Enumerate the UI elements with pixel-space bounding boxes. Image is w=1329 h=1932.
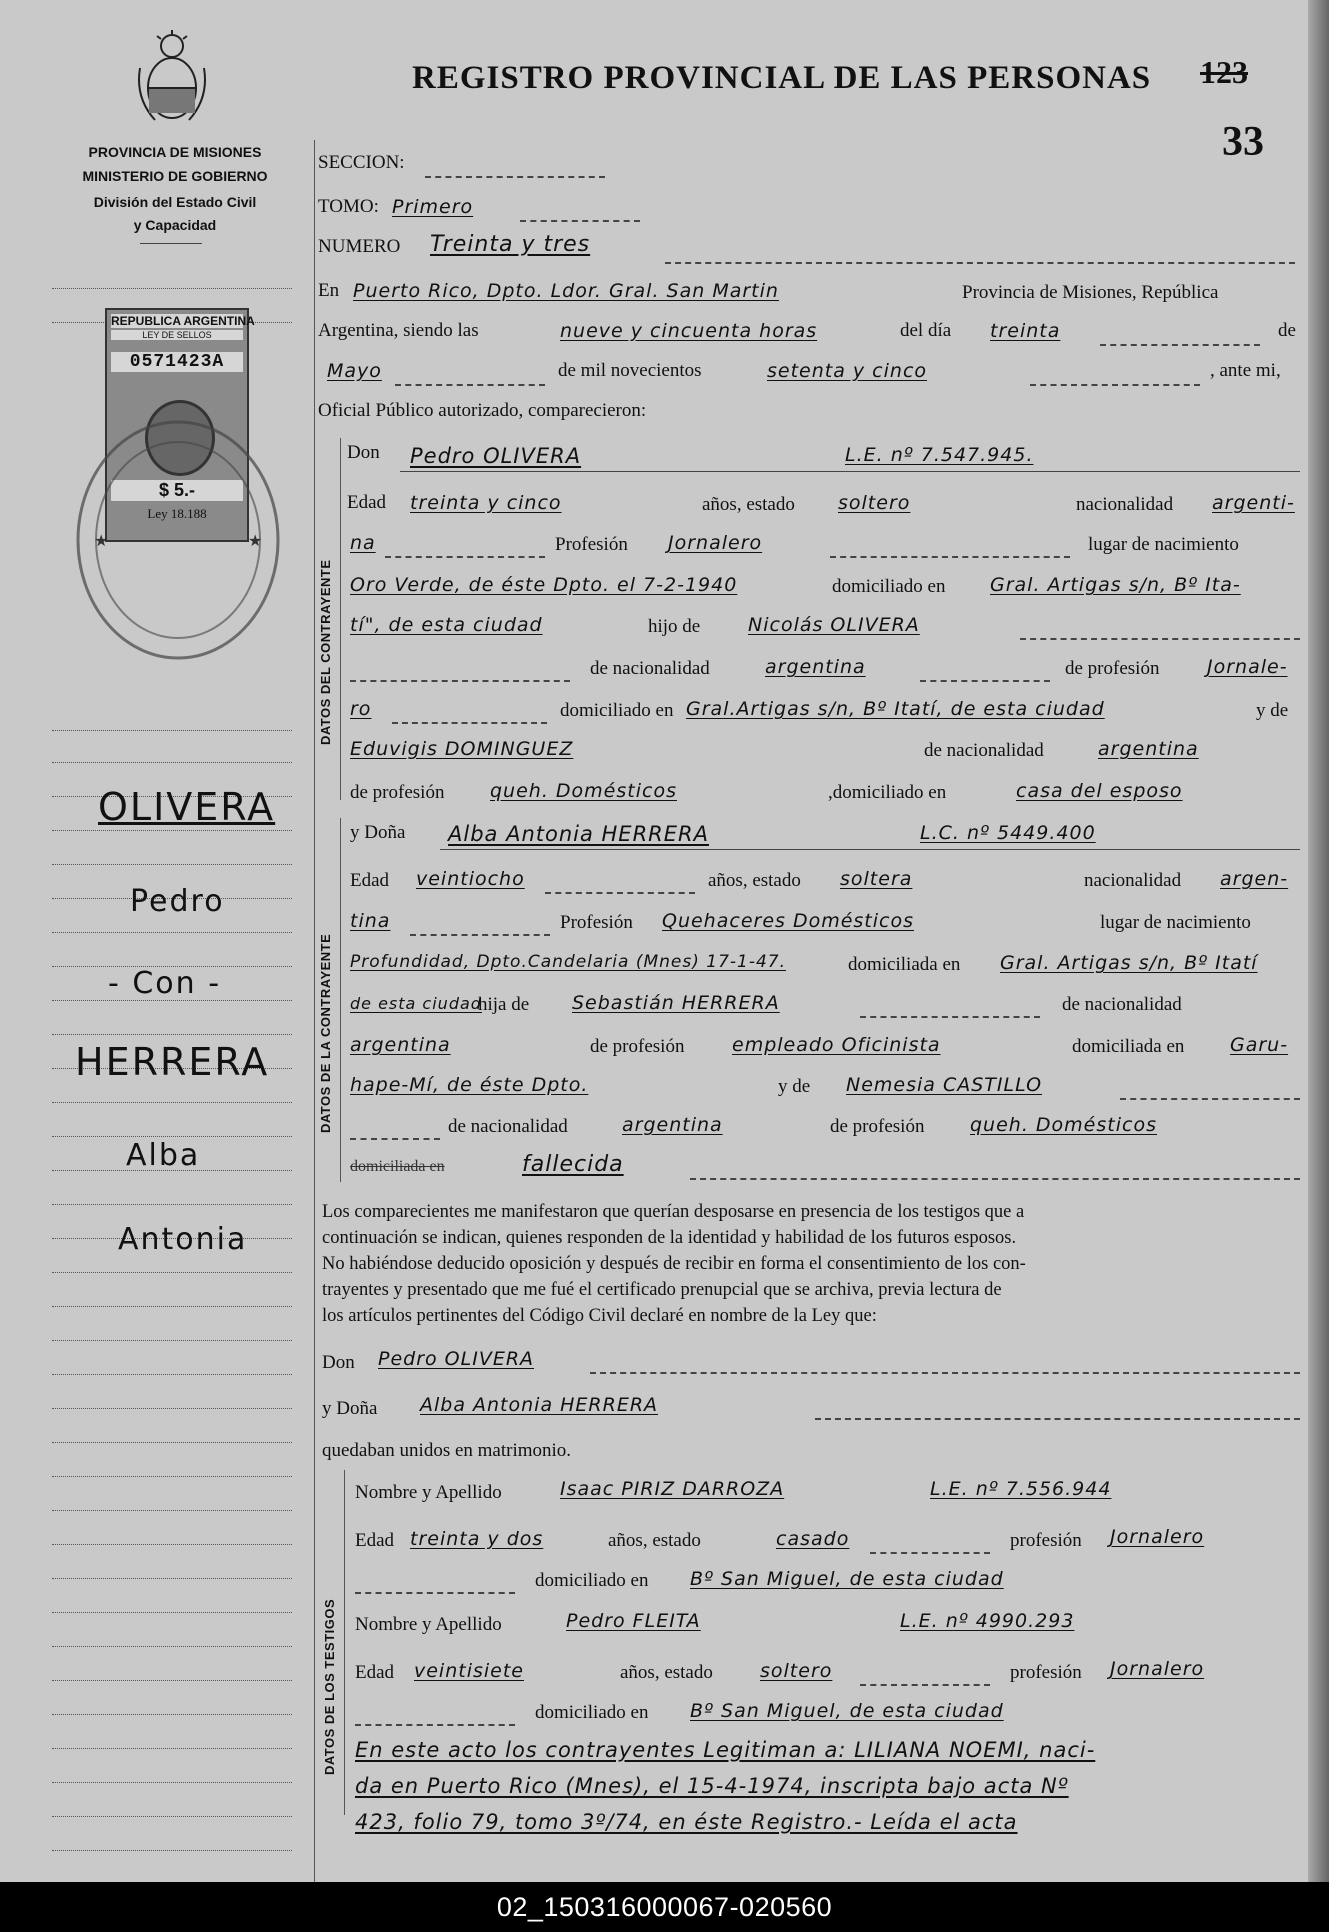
profesion-label-2: Profesión [560,912,633,933]
anios-estado-text: años, estado [702,494,795,515]
madre-nacionalidad-label: de nacionalidad [924,740,1044,761]
edad-label: Edad [347,492,387,513]
contrayenta-padre-prof: empleado Oficinista [732,1034,941,1056]
old-act-number: 123 [1200,54,1248,90]
y-de-text-2: y de [778,1076,811,1097]
hora-value: nueve y cincuenta horas [560,320,818,342]
hija-label: hija de [478,994,530,1015]
testigo2-domicilio: Bº San Miguel, de esta ciudad [690,1700,1004,1722]
contrayenta-padre-dom-b: hape-Mí, de éste Dpto. [350,1074,589,1096]
contrayenta-padre-dom-a: Garu- [1230,1034,1289,1056]
padre-profesion-label: de profesión [1065,658,1160,679]
lugar-label-2: lugar de nacimiento [1100,912,1251,933]
testigos-side-label: DATOS DE LOS TESTIGOS [322,1598,337,1775]
contrayenta-domicilio-b: de esta ciudad [350,994,482,1013]
anios-estado-text-2: años, estado [708,870,801,891]
coat-of-arms-icon [135,28,209,128]
domiciliado-label: domiciliado en [832,576,946,597]
t2-domiciliado-label: domiciliado en [535,1702,649,1723]
contrayente-madre: Eduvigis DOMINGUEZ [350,738,574,760]
madre-profesion: queh. Domésticos [490,780,677,802]
padre-domicilio: Gral.Artigas s/n, Bº Itatí, de esta ciudad [686,698,1105,720]
dona-label: y Doña [350,822,406,843]
contrayenta-nacionalidad-a: argen- [1220,868,1289,890]
dia-value: treinta [990,320,1061,342]
profesion-label: Profesión [555,534,628,555]
declaration-don-name: Pedro OLIVERA [378,1348,535,1370]
contrayente-nacionalidad-b: na [350,532,376,554]
page-edge [1308,0,1329,1882]
edad-label-2: Edad [350,870,390,891]
testigo2-doc: L.E. nº 4990.293 [900,1610,1075,1632]
t1-anios-estado: años, estado [608,1530,701,1551]
testigo1-profesion: Jornalero [1110,1526,1205,1548]
declaration-line-2: continuación se indican, quienes responden de la identidad y habilidad de los futuros esposos. [322,1228,1017,1248]
madre2-profesion-label: de profesión [830,1116,925,1137]
declaration-line-1: Los comparecientes me manifestaron que querían desposarse en presencia de los testigos que a [322,1202,1025,1222]
t2-profesion-label: profesión [1010,1662,1082,1683]
de-text: de [1278,320,1296,341]
contrayenta-madre-prof: queh. Domésticos [970,1114,1157,1136]
en-label: En [318,280,340,301]
oficial-text: Oficial Público autorizado, comparecieron: [318,400,647,421]
contrayenta-domicilio-a: Gral. Artigas s/n, Bº Itatí [1000,952,1258,974]
testigo2-name: Pedro FLEITA [566,1610,701,1632]
contrayenta-name: Alba Antonia HERRERA [448,822,709,846]
contrayente-lugar: Oro Verde, de éste Dpto. el 7-2-1940 [350,574,738,596]
testigo2-edad: veintisiete [414,1660,524,1682]
argentina-text: Argentina, siendo las [318,320,479,341]
contrayente-domicilio-b: tí", de esta ciudad [350,614,543,636]
anio-value: setenta y cinco [767,360,928,382]
padre-nacionalidad-label: de nacionalidad [590,658,710,679]
contrayenta-madre-fallecida: fallecida [522,1152,624,1177]
seccion-label: SECCION: [318,152,405,173]
don-label: Don [347,442,380,463]
declaration-line-3: No habiéndose deducido oposición y después de recibir en forma el consentimiento de los con- [322,1254,1026,1274]
legitimation-note-2: da en Puerto Rico (Mnes), el 15-4-1974, inscripta bajo acta Nº [355,1774,1069,1798]
madre-domicilio: casa del esposo [1016,780,1183,802]
testigo1-estado: casado [776,1528,850,1550]
official-seal-icon [68,390,288,670]
ministry-label: MINISTERIO DE GOBIERNO [82,168,268,184]
padre-nacionalidad: argentina [765,656,866,678]
t1-profesion-label: profesión [1010,1530,1082,1551]
contrayenta-lugar: Profundidad, Dpto.Candelaria (Mnes) 17-1-47. [350,952,787,972]
padre-profesion-a: Jornale- [1207,656,1288,678]
numero-label: NUMERO [318,236,401,257]
svg-text:★: ★ [94,533,109,550]
province-text: Provincia de Misiones, República [962,282,1219,303]
contrayente-name: Pedro OLIVERA [410,444,582,468]
hijo-label: hijo de [648,616,701,637]
declaration-dona-name: Alba Antonia HERRERA [420,1394,659,1416]
contrayenta-estado: soltera [840,868,913,890]
contrayente-profesion: Jornalero [668,532,763,554]
stamp-law: LEY DE SELLOS [111,330,243,340]
contrayente-side-label: DATOS DEL CONTRAYENTE [318,559,333,745]
margin-surname-1: OLIVERA [98,785,276,829]
t2-edad-label: Edad [355,1662,395,1683]
declaration-don-label: Don [322,1352,355,1373]
testigo1-doc: L.E. nº 7.556.944 [930,1478,1112,1500]
nacionalidad-label: nacionalidad [1076,494,1174,515]
madre-domicilio-label: ,domiciliado en [828,782,947,803]
contrayenta-padre-nac: argentina [350,1034,451,1056]
del-dia-text: del día [900,320,952,341]
stamp-country: REPUBLICA ARGENTINA [111,314,255,328]
scan-id-footer: 02_150316000067-020560 [0,1882,1329,1932]
contrayente-padre: Nicolás OLIVERA [748,614,920,636]
t1-edad-label: Edad [355,1530,395,1551]
testigo2-estado: soltero [760,1660,833,1682]
madre-profesion-label: de profesión [350,782,445,803]
tomo-value: Primero [392,196,474,218]
act-number: 33 [1222,119,1264,165]
numero-value: Treinta y tres [430,232,591,257]
t2-anios-estado: años, estado [620,1662,713,1683]
padre2-profesion-label: de profesión [590,1036,685,1057]
place-value: Puerto Rico, Dpto. Ldor. Gral. San Martin [353,280,779,302]
capacity-label: y Capacidad [133,217,217,233]
margin-name-2a: Alba [126,1138,201,1173]
contrayenta-madre: Nemesia CASTILLO [846,1074,1043,1096]
contrayenta-side-label: DATOS DE LA CONTRAYENTE [318,933,333,1133]
padre-profesion-b: ro [350,698,372,720]
testigo1-name: Isaac PIRIZ DARROZA [560,1478,785,1500]
margin-name-2b: Antonia [118,1222,248,1257]
contrayente-doc: L.E. nº 7.547.945. [845,444,1034,466]
contrayenta-nacionalidad-b: tina [350,910,391,932]
contrayenta-profesion: Quehaceres Domésticos [662,910,914,932]
mes-value: Mayo [327,360,382,382]
t2-nombre-label: Nombre y Apellido [355,1614,502,1635]
testigo1-domicilio: Bº San Miguel, de esta ciudad [690,1568,1004,1590]
padre2-nacionalidad-label: de nacionalidad [1062,994,1182,1015]
nacionalidad-label-2: nacionalidad [1084,870,1182,891]
province-label: PROVINCIA DE MISIONES [88,144,262,160]
contrayente-edad: treinta y cinco [410,492,562,514]
contrayenta-madre-nac: argentina [622,1114,723,1136]
madre2-nacionalidad-label: de nacionalidad [448,1116,568,1137]
struck-text: domiciliada en [350,1158,445,1175]
t1-domiciliado-label: domiciliado en [535,1570,649,1591]
svg-text:★: ★ [248,533,263,550]
declaration-dona-label: y Doña [322,1398,378,1419]
lugar-label: lugar de nacimiento [1088,534,1239,555]
stamp-serial: 0571423A [111,352,243,372]
contrayente-estado: soltero [838,492,911,514]
contrayenta-padre: Sebastián HERRERA [572,992,780,1014]
legitimation-note-3: 423, folio 79, tomo 3º/74, en éste Registro.- Leída el acta [355,1810,1018,1834]
contrayenta-doc: L.C. nº 5449.400 [920,822,1096,844]
stamp-value: $ 5.- [111,480,243,501]
margin-surname-2: HERRERA [75,1040,270,1084]
padre-domicilio-label: domiciliado en [560,700,674,721]
margin-name-1: Pedro [130,884,225,919]
padre2-domicilio-label: domiciliada en [1072,1036,1185,1057]
t1-nombre-label: Nombre y Apellido [355,1482,502,1503]
declaration-line-5: los artículos pertinentes del Código Civil declaré en nombre de la Ley que: [322,1306,877,1326]
contrayente-nacionalidad-a: argenti- [1212,492,1295,514]
mil-text: de mil novecientos [558,360,702,381]
y-de-text: y de [1256,700,1289,721]
ante-mi-text: , ante mi, [1210,360,1281,381]
contrayente-domicilio-a: Gral. Artigas s/n, Bº Ita- [990,574,1241,596]
tomo-label: TOMO: [318,196,379,217]
contrayenta-edad: veintiocho [416,868,525,890]
madre-nacionalidad: argentina [1098,738,1199,760]
testigo1-edad: treinta y dos [410,1528,544,1550]
stamp-ley: Ley 18.188 [147,506,207,521]
legitimation-note-1: En este acto los contrayentes Legitiman a: LILIANA NOEMI, naci- [355,1738,1096,1762]
testigo2-profesion: Jornalero [1110,1658,1205,1680]
domiciliada-label: domiciliada en [848,954,961,975]
quedaban-text: quedaban unidos en matrimonio. [322,1440,572,1461]
margin-con: - Con - [108,966,222,1001]
division-label: División del Estado Civil [93,194,257,210]
page-title: REGISTRO PROVINCIAL DE LAS PERSONAS [412,60,1152,96]
declaration-line-4: trayentes y presentado que me fué el certificado prenupcial que se archiva, previa lectura de [322,1280,1002,1300]
